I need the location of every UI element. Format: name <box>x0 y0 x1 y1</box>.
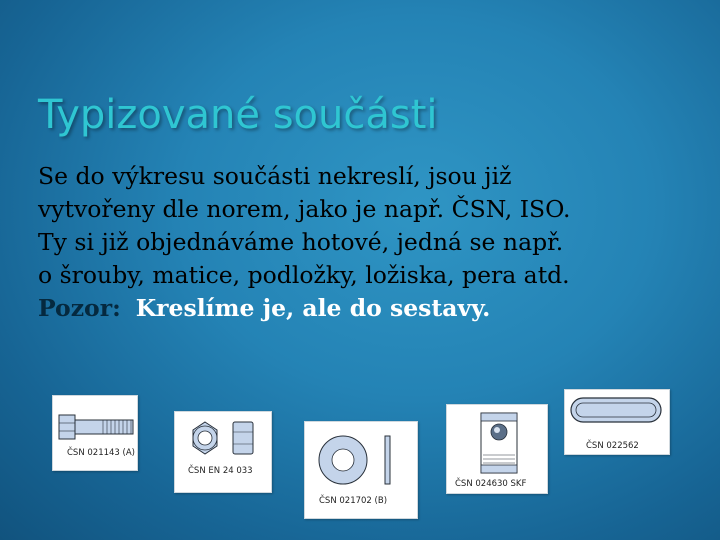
body-line-3: Ty si již objednáváme hotové, jedná se např. <box>38 228 564 256</box>
body-line-4: o šrouby, matice, podložky, ložiska, pera atd. <box>38 261 570 289</box>
part-caption-bolt: ČSN 021143 (A) <box>67 448 135 458</box>
part-caption-key: ČSN 022562 <box>586 441 639 451</box>
body-line-2: vytvořeny dle norem, jako je např. ČSN, ISO. <box>38 195 571 223</box>
part-card-nut <box>174 411 272 493</box>
part-card-bearing <box>446 404 548 494</box>
bolt-icon <box>53 396 137 470</box>
body-line-1: Se do výkresu součásti nekreslí, jsou již <box>38 162 512 190</box>
part-card-washer <box>304 421 418 519</box>
part-caption-washer: ČSN 021702 (B) <box>319 496 388 506</box>
part-caption-bearing: ČSN 024630 SKF <box>455 479 527 489</box>
warning-line <box>38 292 708 325</box>
nut-icon <box>175 412 271 492</box>
body-text <box>38 160 708 325</box>
warning-text: Kreslíme je, ale do sestavy. <box>135 294 491 322</box>
slide-title: Typizované součásti <box>38 92 438 138</box>
warning-label: Pozor: <box>38 294 121 322</box>
part-caption-nut: ČSN EN 24 033 <box>188 466 253 476</box>
part-card-key <box>564 389 670 455</box>
part-card-bolt <box>52 395 138 471</box>
